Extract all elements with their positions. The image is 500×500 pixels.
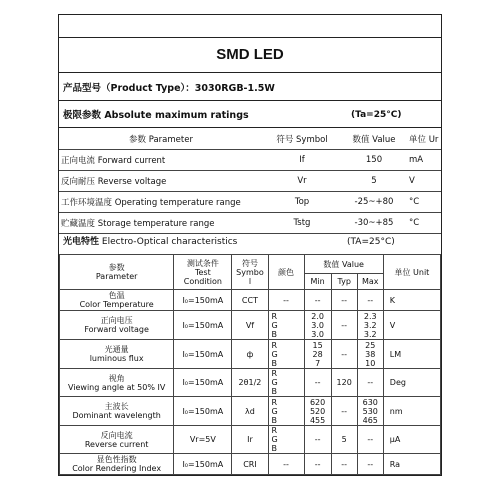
param-cell [59,171,263,192]
symbol-cell: Ir [232,426,268,454]
value-cell: 5 [341,171,407,192]
header-parameter-cn: 参数 [108,263,125,272]
unit-cell: mA [407,150,441,171]
param-cell [59,192,263,213]
table-row [60,311,441,340]
param-cn: 工作环境温度 [61,198,113,208]
symbol-cell: Vf [232,311,268,340]
param-en: Storage temperature range [97,219,215,229]
param-cn: 正向电压 [100,316,133,325]
header-max: Max [357,274,383,290]
param-cn: 显色性指数 [96,455,137,464]
min-cell: -- [304,454,331,475]
symbol-cell: λd [232,397,268,426]
header-test-cn: 测试条件 [186,258,219,268]
param-en: Viewing angle at 50% IV [67,382,166,392]
product-type-caption: 产品型号（Product Type）： [63,83,195,94]
header-test-en: Test [194,267,211,277]
header-symbol-cn: 符号 [241,258,258,268]
param-en: Forward voltage [84,325,149,334]
divider [59,127,441,128]
min-cell: -- [304,426,331,454]
unit-cell: V [407,171,441,192]
symbol-cell: ф [232,340,268,369]
value-cell: -25~+80 [341,192,407,213]
param-cn: 贮藏温度 [61,219,96,229]
min-cell: -- [304,290,331,311]
symbol-cell: 2θ1/2 [232,369,268,397]
param-cell [60,290,174,311]
table-row [59,192,441,213]
header-typ: Typ [331,274,357,290]
table-row [59,171,441,192]
table-row [60,290,441,311]
unit-cell: K [383,290,440,311]
table-header-row [59,129,441,150]
max-cell: 25 38 10 [357,340,383,369]
max-cell: 630 530 465 [357,397,383,426]
condition-cell: Vr=5V [174,426,232,454]
eo-heading-cn: 光电特性 [63,237,100,247]
typ-cell: -- [331,340,357,369]
unit-cell: LM [383,340,440,369]
eo-table-body [60,290,441,475]
param-en: Color Temperature [79,300,154,309]
max-cell: -- [357,454,383,475]
color-cell: R G B [268,426,304,454]
table-row [60,397,441,426]
symbol-cell: CRI [232,454,268,475]
condition-cell: I₀=150mA [174,397,232,426]
absolute-heading-en: Absolute maximum ratings [104,110,249,121]
unit-cell: V [383,311,440,340]
param-en: Reverse voltage [97,177,167,187]
param-en: Color Rendering Index [72,464,162,473]
unit-cell: μA [383,426,440,454]
min-cell: 15 28 7 [304,340,331,369]
absolute-ratings-table [59,129,441,234]
color-cell: R G B [268,369,304,397]
absolute-heading-cn: 极限参数 [63,110,102,121]
param-cell [59,213,263,234]
header-value-group: 数值 Value [304,255,383,274]
symbol-cell: CCT [232,290,268,311]
eo-heading [63,237,237,248]
condition-cell: I₀=150mA [174,311,232,340]
unit-cell: °C [407,213,441,234]
param-cell [60,311,174,340]
param-cn: 正向电流 [61,156,96,166]
param-en: Forward current [97,156,166,166]
unit-cell: Deg [383,369,440,397]
table-row [60,426,441,454]
min-cell: -- [304,369,331,397]
param-cn: 光通量 [104,345,129,354]
param-en: Operating temperature range [114,198,241,208]
datasheet [58,14,442,476]
typ-cell: 5 [331,426,357,454]
max-cell: -- [357,426,383,454]
color-cell: -- [268,454,304,475]
color-cell: R G B [268,340,304,369]
product-type-value: 3030RGB-1.5W [194,83,275,94]
min-cell: 2.0 3.0 3.0 [304,311,331,340]
max-cell: 2.3 3.2 3.2 [357,311,383,340]
table-row [59,150,441,171]
unit-cell: °C [407,192,441,213]
header-min: Min [304,274,331,290]
param-cell [60,340,174,369]
param-cn: 反向耐压 [61,177,96,187]
param-cn: 色温 [108,291,125,300]
param-cn: 主波长 [104,402,129,411]
table-row [60,454,441,475]
param-cn: 反向电流 [100,430,133,440]
header-symbol-en: Symbo [236,267,264,277]
condition-cell: I₀=150mA [174,454,232,475]
param-cell [60,426,174,454]
header-unit: 单位 Unit [383,255,440,290]
unit-cell: nm [383,397,440,426]
param-cell [59,150,263,171]
max-cell: -- [357,290,383,311]
param-cell [60,369,174,397]
header-condition-en: Condition [183,276,222,286]
table-header-row [60,255,441,274]
typ-cell: -- [331,311,357,340]
param-en: Reverse current [84,439,149,449]
header-color: 颜色 [268,255,304,290]
param-cell [60,397,174,426]
value-cell: -30~+85 [341,213,407,234]
eo-condition: (TA=25°C) [347,237,395,247]
condition-cell: I₀=150mA [174,340,232,369]
absolute-condition: (Ta=25°C) [351,110,402,120]
electro-optical-table [59,254,441,475]
table-row [60,340,441,369]
param-cn: 视角 [108,373,125,383]
table-row [59,213,441,234]
param-cell [60,454,174,475]
header-parameter [60,255,174,290]
condition-cell: I₀=150mA [174,369,232,397]
table-row [60,369,441,397]
value-cell: 150 [341,150,407,171]
header-value: 数值 Value [341,129,407,150]
typ-cell: -- [331,397,357,426]
header-symbol [232,255,268,290]
color-cell: R G B [268,311,304,340]
page-title: SMD LED [59,37,441,73]
divider [59,100,441,101]
max-cell: -- [357,369,383,397]
header-parameter-en: Parameter [95,272,138,281]
min-cell: 620 520 455 [304,397,331,426]
symbol-cell: Tstg [263,213,341,234]
param-en: luminous flux [89,354,144,363]
product-type-label [63,83,275,94]
header-parameter: 参数 Parameter [59,129,263,150]
absolute-heading [63,110,249,121]
header-test-condition [174,255,232,290]
header-symbol-en2: l [248,276,252,286]
typ-cell: 120 [331,369,357,397]
symbol-cell: Top [263,192,341,213]
symbol-cell: If [263,150,341,171]
typ-cell: -- [331,290,357,311]
condition-cell: I₀=150mA [174,290,232,311]
header-symbol: 符号 Symbol [263,129,341,150]
color-cell: R G B [268,397,304,426]
color-cell: -- [268,290,304,311]
eo-heading-en: Electro-Optical characteristics [101,237,238,247]
unit-cell: Ra [383,454,440,475]
symbol-cell: Vr [263,171,341,192]
param-en: Dominant wavelength [72,411,161,420]
header-unit: 单位 Ur [407,129,441,150]
typ-cell: -- [331,454,357,475]
